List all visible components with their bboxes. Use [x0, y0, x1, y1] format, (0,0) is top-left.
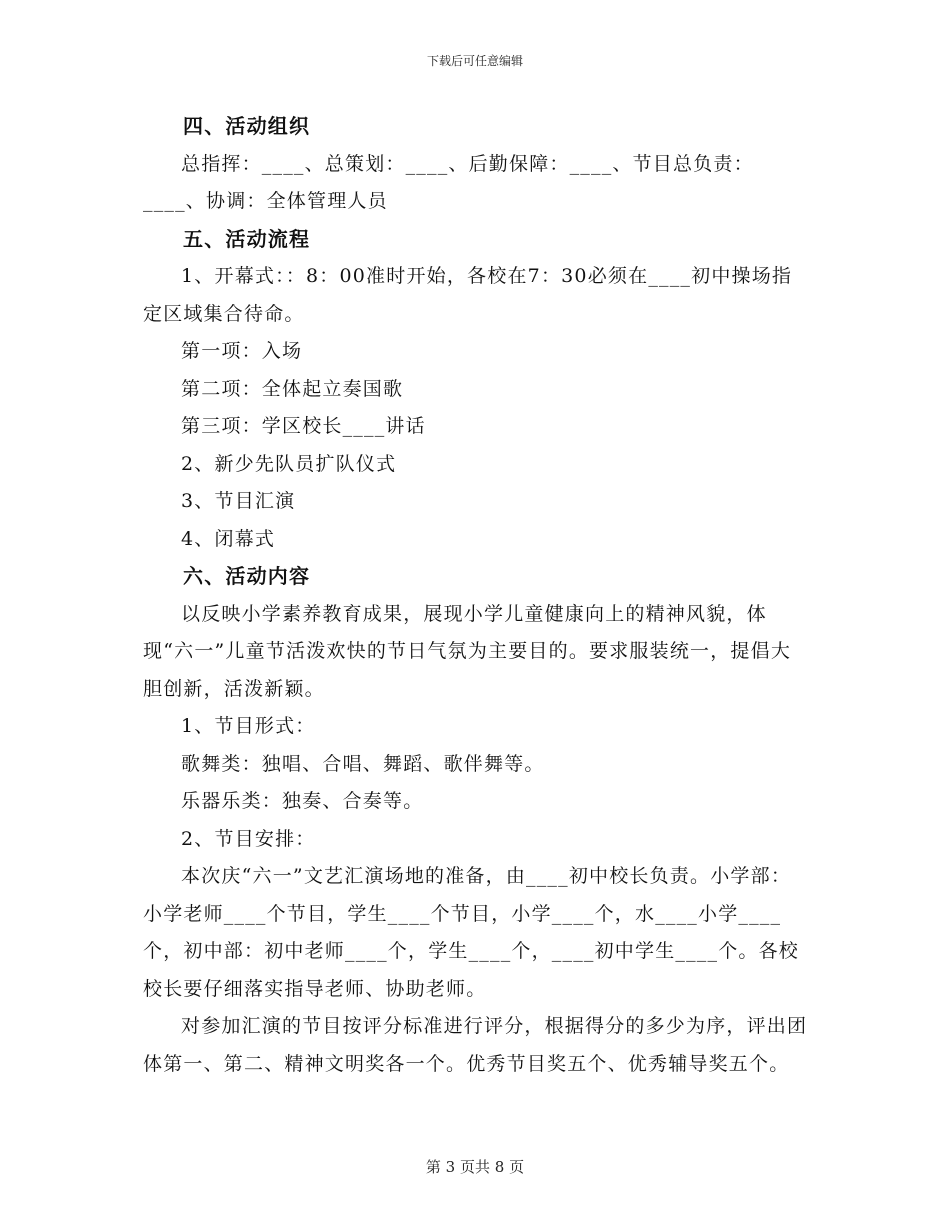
paragraph-purpose: 以反映小学素养教育成果，展现小学儿童健康向上的精神风貌，体现“六一”儿童节活泼欢快的节日气氛为主要目的。要求服装统一，提倡大胆创新，活泼新颖。	[143, 602, 792, 700]
paragraph-arrangement-title: 2、节目安排：	[181, 827, 316, 850]
paragraph-item-2: 第二项：全体起立奏国歌	[181, 377, 404, 400]
paragraph-item-3: 第三项：学区校长____讲话	[181, 415, 426, 437]
page-footer: 第 3 页共 8 页	[425, 1158, 525, 1176]
document-body	[143, 108, 811, 1083]
paragraph-organization: 总指挥：____、总策划：____、后勤保障：____、节目总负责：____、协调：全体管理人员	[143, 152, 754, 212]
page-header: 下载后可任意编辑	[426, 54, 523, 68]
paragraph-form-title: 1、节目形式：	[181, 715, 316, 737]
paragraph-step-2: 2、新少先队员扩队仪式	[181, 452, 397, 475]
paragraph-item-1: 第一项：入场	[181, 340, 303, 362]
paragraph-song-dance: 歌舞类：独唱、合唱、舞蹈、歌伴舞等。	[181, 752, 545, 775]
paragraph-arrangement: 本次庆“六一”文艺汇演场地的准备，由____初中校长负责。小学部：小学老师____个节目，学生____个节目，小学____个，水____小学____个，初中部：初中老师____个，学生____个，____初中学生____个。各校校长要仔细落实指导老师、协助老师。	[143, 865, 800, 1000]
section-heading-content: 六、活动内容	[183, 564, 311, 588]
paragraph-scoring: 对参加汇演的节目按评分标准进行评分，根据得分的多少为序，评出团体第一、第二、精神文明奖各一个。优秀节目奖五个、优秀辅导奖五个。	[143, 1015, 808, 1075]
paragraph-step-4: 4、闭幕式	[181, 527, 276, 550]
paragraph-opening: 1、开幕式：：8：00准时开始，各校在7：30必须在____初中操场指定区域集合待命。	[143, 265, 793, 325]
section-heading-process: 五、活动流程	[183, 226, 311, 251]
section-heading-organization: 四、活动组织	[183, 114, 311, 138]
paragraph-step-3: 3、节目汇演	[181, 490, 296, 512]
paragraph-instruments: 乐器乐类：独奏、合奏等。	[181, 790, 424, 812]
